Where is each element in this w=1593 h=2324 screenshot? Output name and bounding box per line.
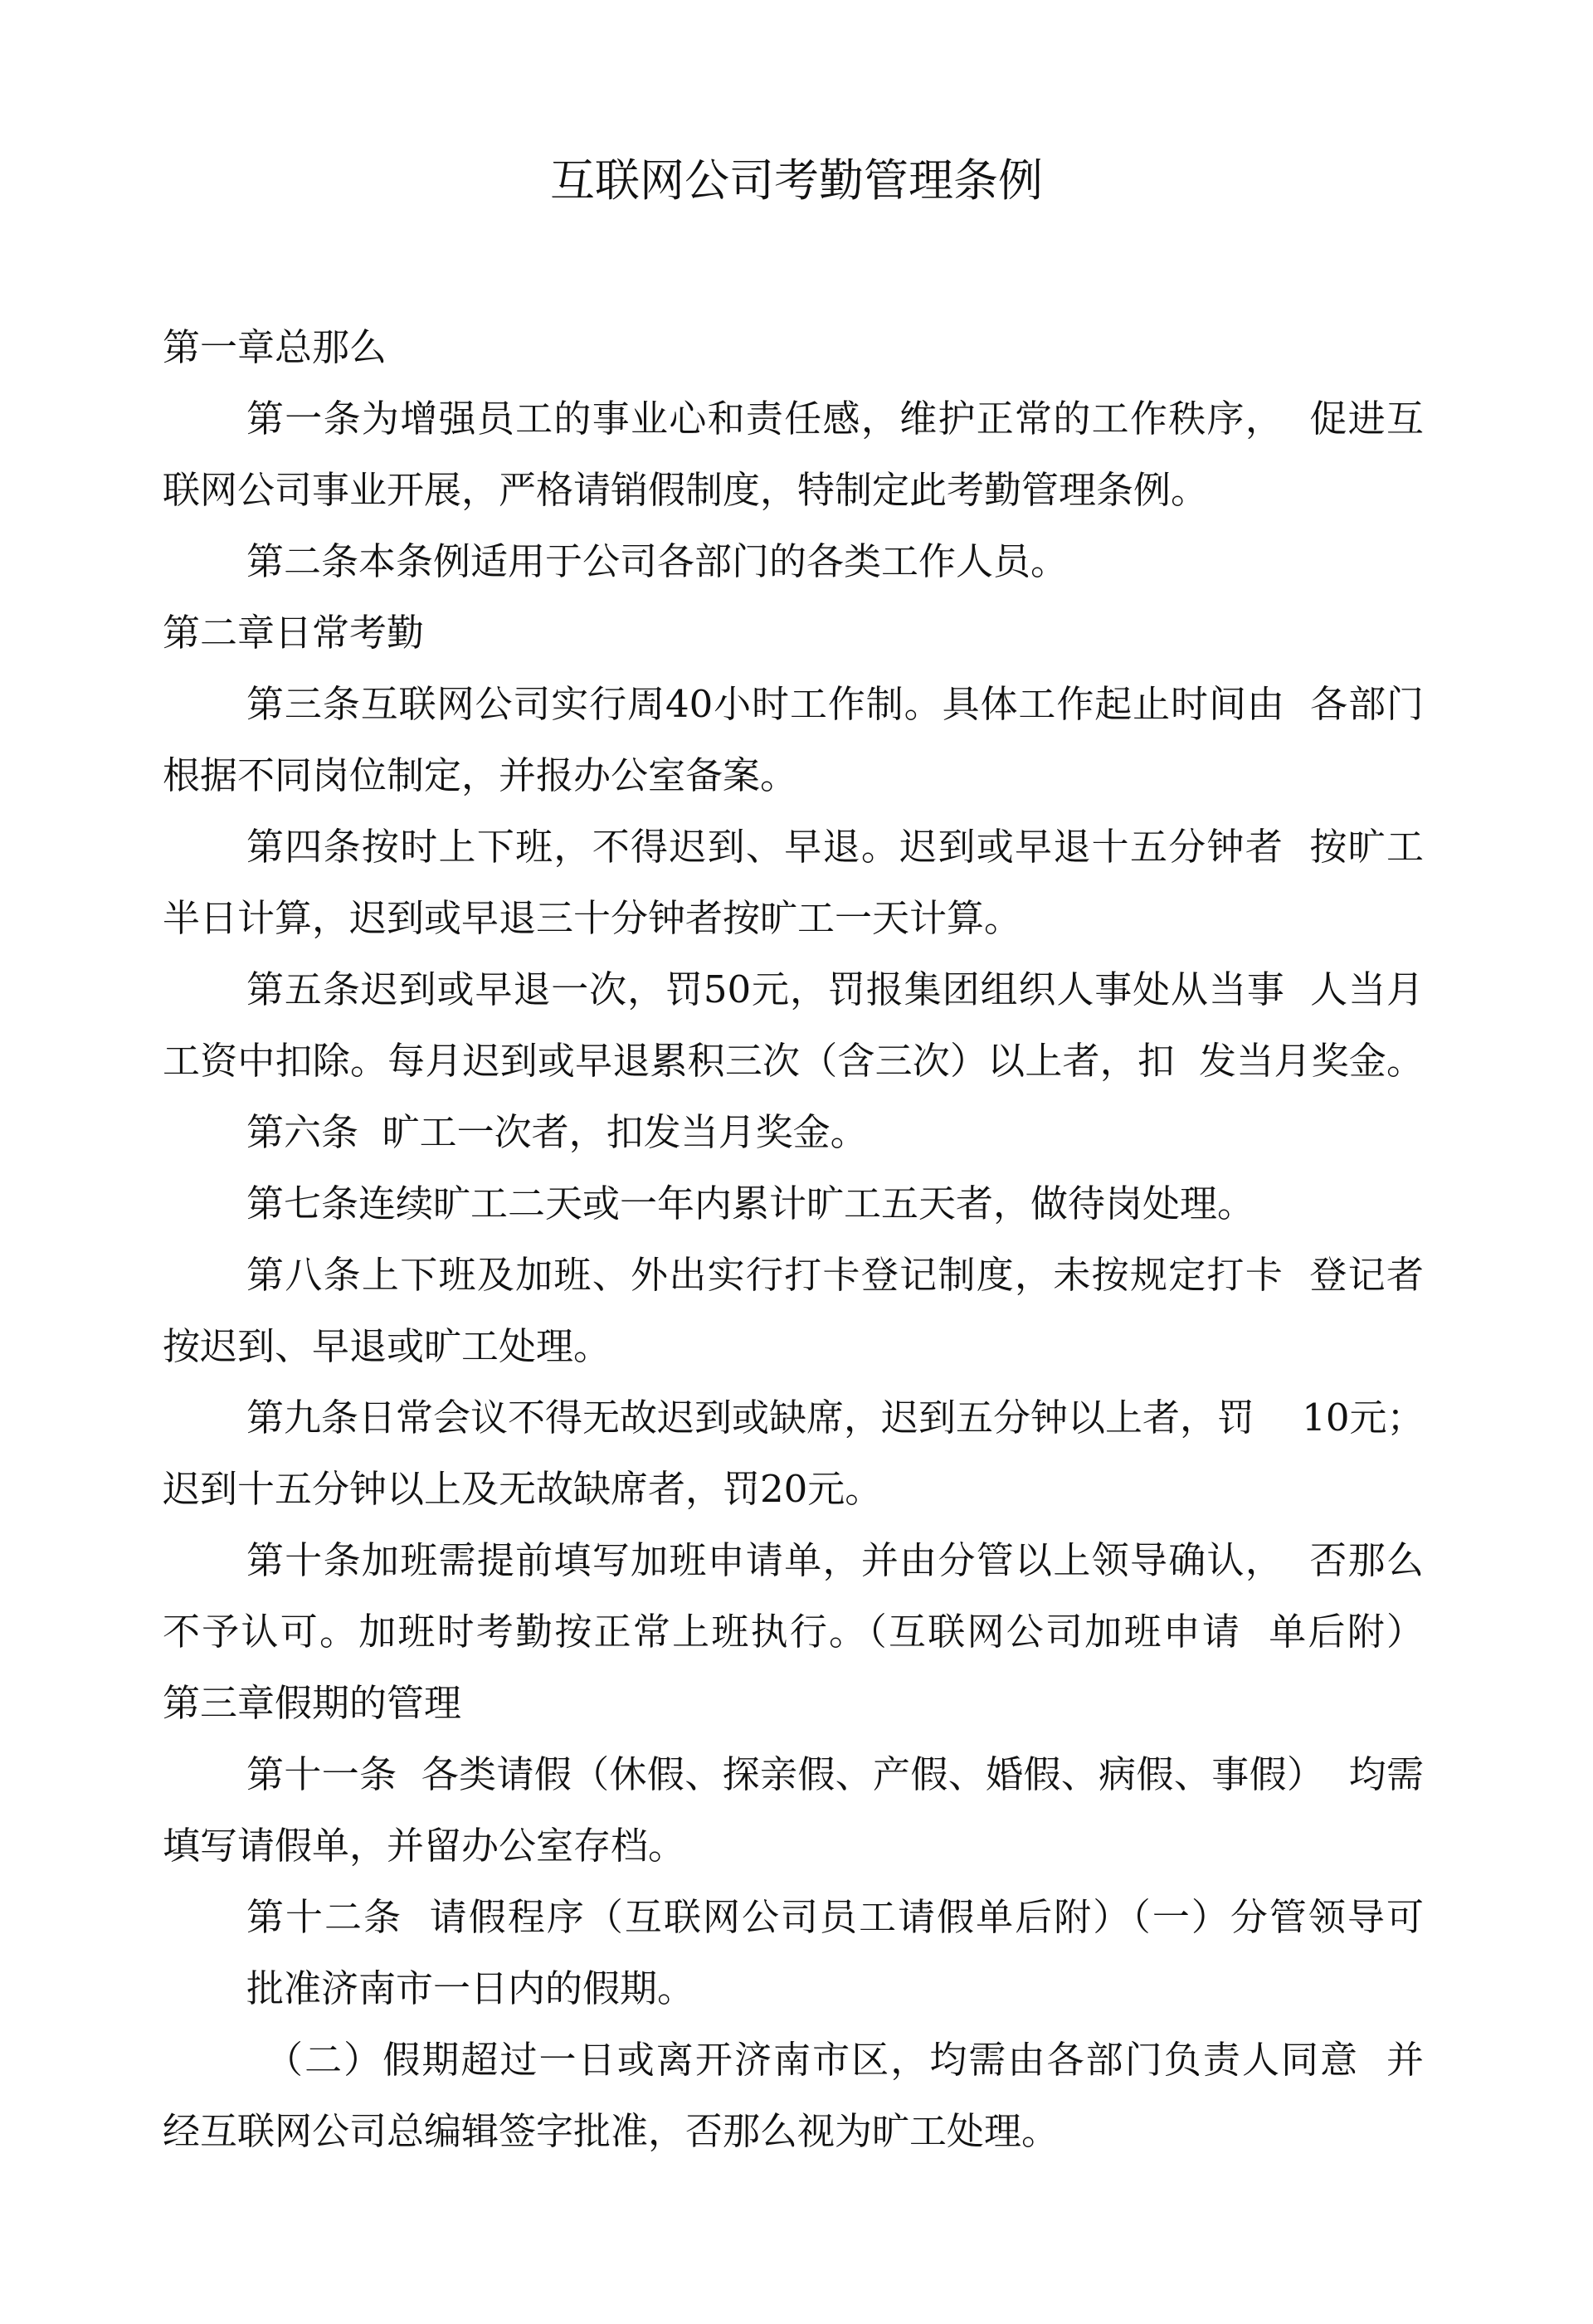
paragraph-line: 填写请假单，并留办公室存档。	[163, 1824, 686, 1868]
chapter-heading: 第二章日常考勤	[163, 611, 425, 655]
chapter-heading: 第三章假期的管理	[163, 1681, 462, 1725]
paragraph-line: 第十一条 各类请假（休假、探亲假、产假、婚假、病假、事假） 均需	[246, 1752, 1424, 1796]
paragraph-line: 根据不同岗位制定，并报办公室备案。	[163, 753, 798, 797]
paragraph-line: 第七条连续旷工二天或一年内累计旷工五天者，做待岗处理。	[246, 1181, 1255, 1225]
paragraph-line: （二）假期超过一日或离开济南市区，均需由各部门负责人同意 并	[266, 2038, 1424, 2082]
paragraph-line: 按迟到、早退或旷工处理。	[163, 1324, 611, 1368]
paragraph-line: 第九条日常会议不得无故迟到或缺席，迟到五分钟以上者，罚 10元；	[246, 1396, 1425, 1440]
paragraph-line: 第三条互联网公司实行周40小时工作制。具体工作起止时间由 各部门	[246, 682, 1424, 726]
paragraph-line: 不予认可。加班时考勤按正常上班执行。（互联网公司加班申请 单后附）	[163, 1610, 1424, 1654]
paragraph-line: 第十条加班需提前填写加班申请单，并由分管以上领导确认， 否那么	[246, 1538, 1424, 1582]
chapter-heading: 第一章总那么	[163, 325, 387, 369]
document-title: 互联网公司考勤管理条例	[550, 154, 1043, 207]
paragraph-line: 迟到十五分钟以上及无故缺席者，罚20元。	[163, 1467, 883, 1511]
paragraph-line: 批准济南市一日内的假期。	[246, 1966, 695, 2010]
paragraph-line: 第一条为增强员工的事业心和责任感，维护正常的工作秩序， 促进互	[246, 397, 1424, 441]
paragraph-line: 第十二条 请假程序（互联网公司员工请假单后附）（一）分管领导可	[246, 1895, 1424, 1939]
paragraph-line: 经互联网公司总编辑签字批准，否那么视为旷工处理。	[163, 2109, 1060, 2153]
paragraph-line: 第四条按时上下班，不得迟到、早退。迟到或早退十五分钟者 按旷工	[246, 825, 1424, 869]
paragraph-line: 工资中扣除。每月迟到或早退累积三次（含三次）以上者，扣 发当月奖金。	[163, 1039, 1424, 1083]
paragraph-line: 第八条上下班及加班、外出实行打卡登记制度，未按规定打卡 登记者	[246, 1253, 1424, 1297]
document-body	[163, 312, 1424, 2167]
paragraph-line: 半日计算，迟到或早退三十分钟者按旷工一天计算。	[163, 896, 1022, 940]
paragraph-line: 第六条 旷工一次者，扣发当月奖金。	[246, 1110, 868, 1154]
paragraph-line: 联网公司事业开展，严格请销假制度，特制定此考勤管理条例。	[163, 468, 1209, 512]
paragraph-line: 第二条本条例适用于公司各部门的各类工作人员。	[246, 539, 1069, 583]
paragraph-line: 第五条迟到或早退一次，罚50元，罚报集团组织人事处从当事 人当月	[246, 967, 1424, 1011]
